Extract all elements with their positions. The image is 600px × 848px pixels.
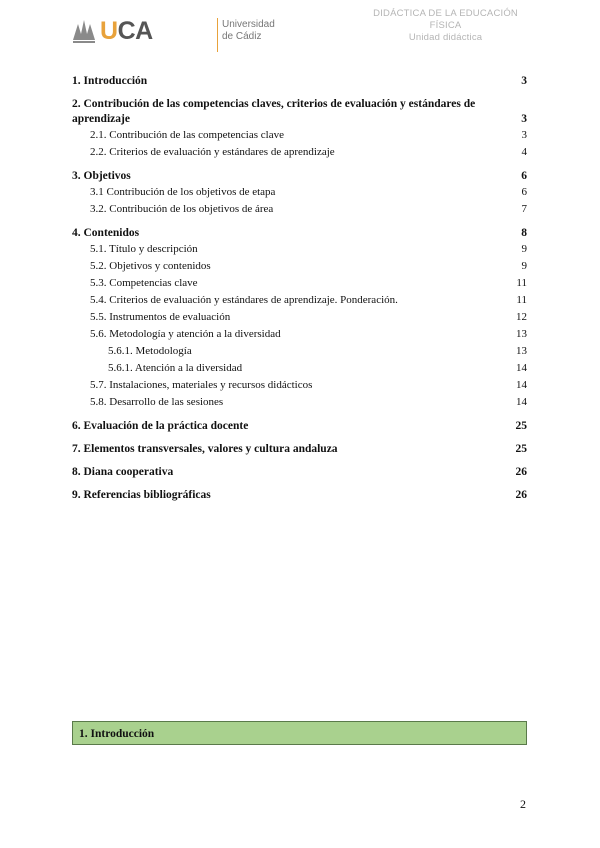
logo-line2: de Cádiz — [222, 31, 262, 42]
toc-entry-title: 2.1. Contribución de las competencias clave — [90, 129, 284, 141]
toc-entry-title: 3.1 Contribución de los objetivos de etapa — [90, 186, 276, 198]
toc-entry-title: 5.7. Instalaciones, materiales y recursos didácticos — [90, 379, 313, 391]
toc-entry-page: 3 — [521, 113, 527, 125]
toc-entry-page: 11 — [516, 294, 527, 306]
toc-entry-page: 9 — [521, 260, 527, 272]
toc-entry[interactable] — [72, 419, 527, 434]
subject-line1: DIDÁCTICA DE LA EDUCACIÓN — [373, 8, 518, 19]
page-number: 2 — [520, 797, 526, 811]
logo-text — [222, 19, 275, 43]
toc-entry-title: 5.2. Objetivos y contenidos — [90, 260, 211, 272]
toc-entry-title: 3.2. Contribución de los objetivos de área — [90, 203, 274, 215]
toc-entry-title: 6. Evaluación de la práctica docente — [72, 420, 249, 432]
toc-entry-page: 9 — [521, 243, 527, 255]
crest-icon — [70, 16, 98, 46]
toc-entry-title: 5.1. Título y descripción — [90, 243, 198, 255]
toc-entry[interactable] — [72, 184, 527, 201]
toc-entry[interactable] — [72, 442, 527, 457]
toc-entry-title: 8. Diana cooperativa — [72, 466, 174, 478]
section-heading: 1. Introducción — [72, 721, 527, 745]
toc-entry[interactable] — [72, 360, 527, 377]
toc-entry[interactable] — [72, 74, 527, 89]
toc-entry-page: 26 — [515, 489, 527, 501]
toc-entry-page: 3 — [521, 75, 527, 87]
toc-entry-title: 5.4. Criterios de evaluación y estándares de aprendizaje. Ponderación. — [90, 294, 398, 306]
toc-entry[interactable] — [72, 258, 527, 275]
toc-entry-page: 14 — [516, 379, 527, 391]
toc-entry-title: 7. Elementos transversales, valores y cultura andaluza — [72, 443, 338, 455]
subject-line2: FÍSICA — [429, 20, 462, 31]
toc-entry-title: 5.5. Instrumentos de evaluación — [90, 311, 231, 323]
document-subject — [373, 8, 518, 44]
toc-entry-page: 13 — [516, 328, 527, 340]
page-header — [0, 0, 600, 60]
toc-entry-title: 9. Referencias bibliográficas — [72, 489, 211, 501]
toc-entry-title: 4. Contenidos — [72, 227, 140, 239]
toc-entry[interactable] — [72, 309, 527, 326]
toc-entry-title: 1. Introducción — [72, 75, 148, 87]
toc-entry[interactable] — [72, 275, 527, 292]
toc-entry-title: 2.2. Criterios de evaluación y estándares de aprendizaje — [90, 146, 335, 158]
toc-entry-page: 8 — [521, 227, 527, 239]
toc-entry[interactable] — [72, 465, 527, 480]
logo-line1: Universidad — [222, 19, 275, 30]
toc-entry-page: 12 — [516, 311, 527, 323]
toc-entry-title: 3. Objetivos — [72, 170, 131, 182]
toc-entry-title: 5.3. Competencias clave — [90, 277, 198, 289]
toc-entry-page: 14 — [516, 362, 527, 374]
logo-rest: CA — [117, 17, 153, 45]
toc-entry-page: 4 — [521, 146, 527, 158]
logo-divider — [217, 18, 218, 52]
toc-entry-page: 6 — [521, 186, 527, 198]
toc-entry-page: 25 — [515, 420, 527, 432]
toc-entry-title: 5.6.1. Atención a la diversidad — [108, 362, 243, 374]
toc-entry[interactable] — [72, 169, 527, 184]
toc-entry-page: 13 — [516, 345, 527, 357]
table-of-contents — [72, 74, 527, 503]
toc-entry[interactable] — [72, 488, 527, 503]
toc-entry[interactable] — [72, 97, 527, 127]
toc-entry[interactable] — [72, 343, 527, 360]
toc-entry[interactable] — [72, 144, 527, 161]
toc-entry-title: 5.6. Metodología y atención a la diversidad — [90, 328, 281, 340]
toc-entry-page: 6 — [521, 170, 527, 182]
university-logo — [70, 14, 275, 56]
toc-entry-title: 2. Contribución de las competencias claves, criterios de evaluación y estándares de aprendizaje — [72, 98, 476, 125]
toc-entry-title: 5.8. Desarrollo de las sesiones — [90, 396, 224, 408]
toc-entry-page: 3 — [521, 129, 527, 141]
toc-entry[interactable] — [72, 377, 527, 394]
toc-entry-page: 7 — [521, 203, 527, 215]
toc-entry-page: 26 — [515, 466, 527, 478]
toc-entry[interactable] — [72, 127, 527, 144]
toc-entry-title: 5.6.1. Metodología — [108, 345, 192, 357]
logo-wordmark: UCA — [100, 17, 153, 45]
toc-entry-page: 14 — [516, 396, 527, 408]
toc-entry[interactable] — [72, 201, 527, 218]
toc-entry[interactable] — [72, 226, 527, 241]
toc-entry[interactable] — [72, 292, 527, 309]
toc-entry[interactable] — [72, 326, 527, 343]
toc-entry-page: 11 — [516, 277, 527, 289]
toc-entry[interactable] — [72, 241, 527, 258]
toc-entry[interactable] — [72, 394, 527, 411]
toc-entry-page: 25 — [515, 443, 527, 455]
subject-line3: Unidad didáctica — [408, 32, 483, 43]
